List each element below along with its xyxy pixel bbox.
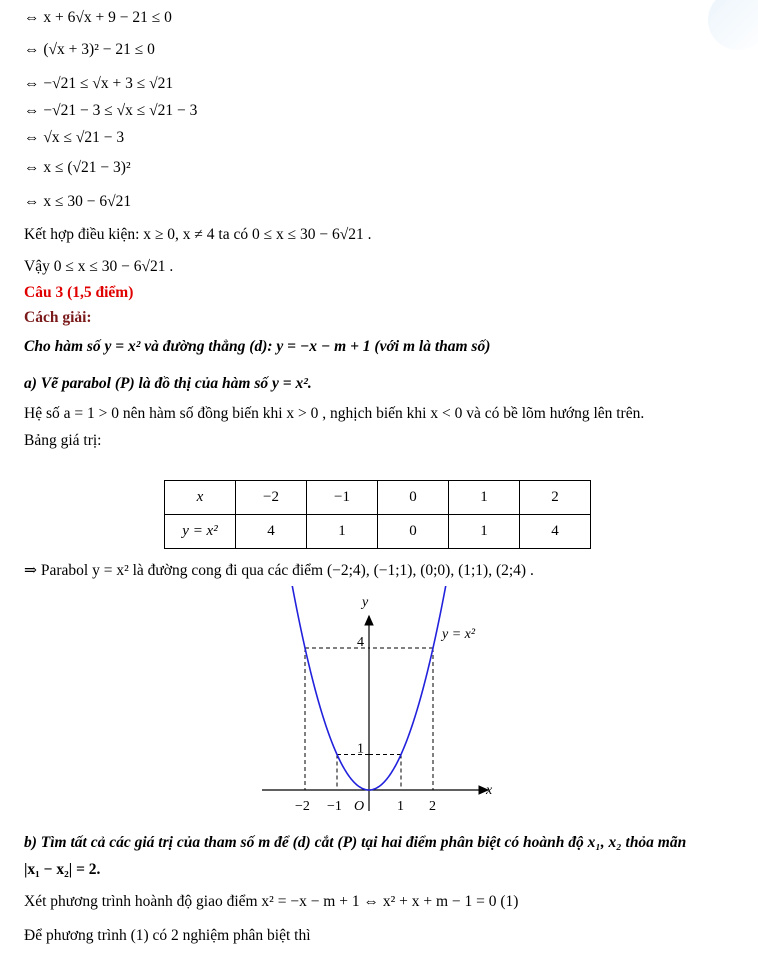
- problem-statement: Cho hàm số y = x² và đường thẳng (d): y = −x − m + 1 (với m là tham số): [24, 338, 491, 355]
- table-caption: Bảng giá trị:: [24, 432, 102, 449]
- derivation-step-4: ⇔ −√21 − 3 ≤ √x ≤ √21 − 3: [24, 102, 198, 119]
- table-cell: 1: [307, 515, 378, 549]
- part-b-heading: b) Tìm tất cả các giá trị của tham số m để (d) cắt (P) tại hai điểm phân biệt có hoành độ x₁, x₂ thỏa mãn: [24, 834, 687, 851]
- value-table: [164, 480, 591, 549]
- curve-label: y = x²: [442, 627, 476, 642]
- table-row: [165, 515, 591, 549]
- derivation-step-2: ⇔ (√x + 3)² − 21 ≤ 0: [24, 41, 155, 58]
- derivation-step-1: ⇔ x + 6√x + 9 − 21 ≤ 0: [24, 9, 172, 26]
- table-cell: −1: [307, 481, 378, 515]
- method-heading: Cách giải:: [24, 309, 92, 326]
- table-y-label: y = x²: [165, 515, 236, 549]
- part-b-condition: |x₁ − x₂| = 2.: [24, 861, 101, 878]
- table-cell: 1: [449, 481, 520, 515]
- equation-line: Xét phương trình hoành độ giao điểm x² = −x − m + 1 ⇔ x² + x + m − 1 = 0 (1): [24, 893, 519, 910]
- table-cell: −2: [236, 481, 307, 515]
- x-tick-label: −1: [327, 799, 342, 814]
- origin-label: O: [354, 799, 365, 814]
- y-axis-label: y: [362, 595, 369, 610]
- table-cell: 4: [520, 515, 591, 549]
- final-line: Để phương trình (1) có 2 nghiệm phân biệt thì: [24, 927, 311, 944]
- watermark-corner: [708, 0, 758, 50]
- combine-conditions-line: Kết hợp điều kiện: x ≥ 0, x ≠ 4 ta có 0 ≤ x ≤ 30 − 6√21 .: [24, 226, 372, 243]
- x-tick-label: −2: [295, 799, 310, 814]
- table-cell: 0: [378, 515, 449, 549]
- x-axis-label: x: [486, 783, 493, 798]
- table-cell: 1: [449, 515, 520, 549]
- table-row: [165, 481, 591, 515]
- y-tick-label: 4: [357, 635, 364, 650]
- table-cell: 0: [378, 481, 449, 515]
- parabola-points-line: ⇒ Parabol y = x² là đường cong đi qua các điểm (−2;4), (−1;1), (0;0), (1;1), (2;4) .: [24, 562, 534, 579]
- conclusion-line: Vậy 0 ≤ x ≤ 30 − 6√21 .: [24, 258, 174, 275]
- question-heading: Câu 3 (1,5 điểm): [24, 284, 134, 301]
- part-a-heading: a) Vẽ parabol (P) là đồ thị của hàm số y = x².: [24, 375, 312, 392]
- y-tick-label: 1: [357, 741, 364, 757]
- parabola-graph: [252, 586, 512, 816]
- table-cell: 4: [236, 515, 307, 549]
- derivation-step-6: ⇔ x ≤ (√21 − 3)²: [24, 159, 131, 176]
- table-x-label: x: [165, 481, 236, 515]
- derivation-step-3: ⇔ −√21 ≤ √x + 3 ≤ √21: [24, 75, 174, 92]
- derivation-step-5: ⇔ √x ≤ √21 − 3: [24, 129, 125, 146]
- x-tick-label: 2: [429, 799, 436, 814]
- x-tick-label: 1: [397, 799, 404, 814]
- derivation-step-7: ⇔ x ≤ 30 − 6√21: [24, 193, 132, 210]
- coefficient-line: Hệ số a = 1 > 0 nên hàm số đồng biến khi x > 0 , nghịch biến khi x < 0 và có bề lõm hướng lên trên.: [24, 405, 645, 422]
- table-cell: 2: [520, 481, 591, 515]
- tick-labels: [295, 635, 436, 814]
